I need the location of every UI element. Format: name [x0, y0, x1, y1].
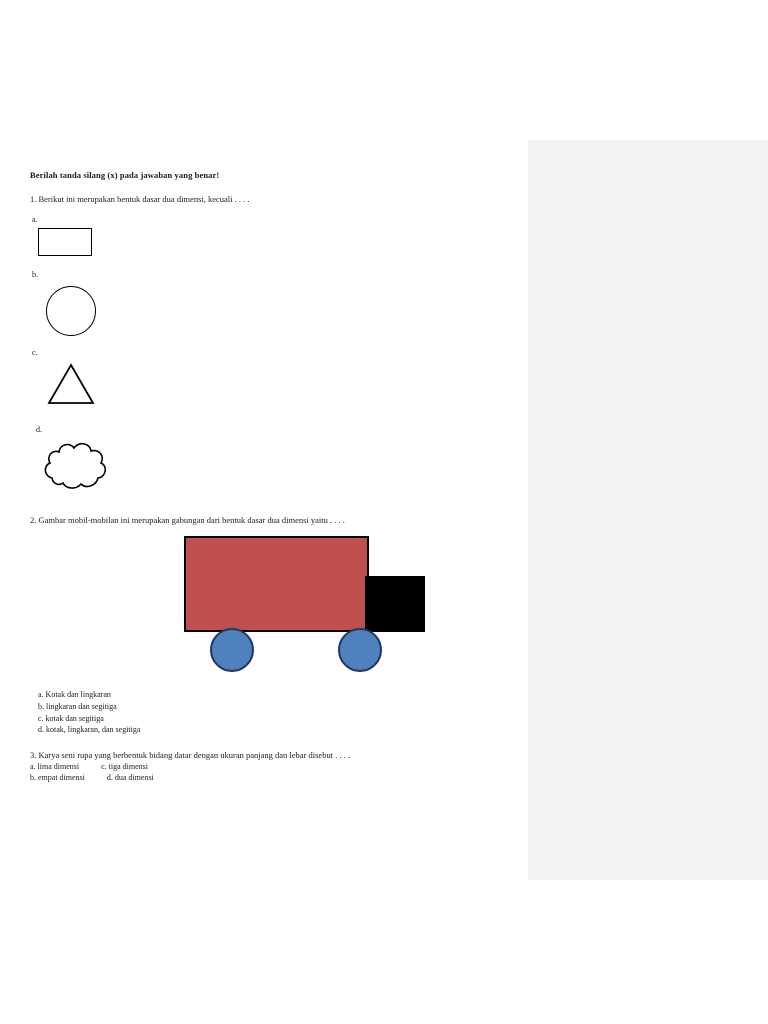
- option-a: a. Kotak dan lingkaran: [38, 689, 111, 699]
- truck-wheel-left-circle: [210, 628, 254, 672]
- question-3-options-row-2: [30, 773, 450, 783]
- option-a-label: a.: [32, 214, 38, 224]
- truck-body-rectangle: [184, 536, 369, 632]
- option-c: c. kotak dan segitiga: [38, 713, 104, 723]
- option-d: d. kotak, lingkaran, dan segitiga: [38, 725, 141, 735]
- option-c-label: c.: [32, 348, 38, 357]
- option-d: d. dua dimensi: [106, 772, 154, 782]
- question-2: [30, 515, 450, 736]
- question-1: [30, 194, 450, 499]
- option-a: a. lima dimensi: [30, 761, 80, 771]
- truck-cab-square: [365, 576, 425, 632]
- triangle-shape-icon: [46, 362, 450, 411]
- question-3: [30, 750, 450, 783]
- question-2-text: 2. Gambar mobil-mobilan ini merupakan gabungan dari bentuk dasar dua dimensi yaitu . . . .: [30, 515, 345, 526]
- option-d-label: d.: [36, 424, 42, 434]
- question-1-options: [30, 215, 450, 499]
- right-side-panel: [528, 140, 768, 880]
- cloud-shape-icon: [38, 438, 450, 499]
- instruction-line: Berilah tanda silang (x) pada jawaban yang benar!: [30, 170, 220, 180]
- option-b-label: b.: [32, 270, 38, 280]
- option-b: b. empat dimensi: [30, 772, 85, 782]
- question-1-text: 1. Berikut ini merupakan bentuk dasar dua dimensi, kecuali . . . .: [30, 194, 250, 205]
- option-b: b. lingkaran dan segitiga: [38, 701, 117, 711]
- option-c: c. tiga dimensi: [101, 761, 148, 771]
- question-3-options-row-1: [30, 762, 450, 772]
- question-2-options: [30, 690, 450, 736]
- question-3-options: [30, 762, 450, 784]
- question-3-text: 3. Karya seni rupa yang berbentuk bidang datar dengan ukuran panjang dan lebar disebut . . . .: [30, 749, 351, 760]
- rectangle-shape-icon: [38, 228, 92, 256]
- truck-wheel-right-circle: [338, 628, 382, 672]
- document-body: [30, 170, 450, 783]
- circle-shape-icon: [46, 286, 96, 336]
- toy-truck-figure: [148, 536, 428, 676]
